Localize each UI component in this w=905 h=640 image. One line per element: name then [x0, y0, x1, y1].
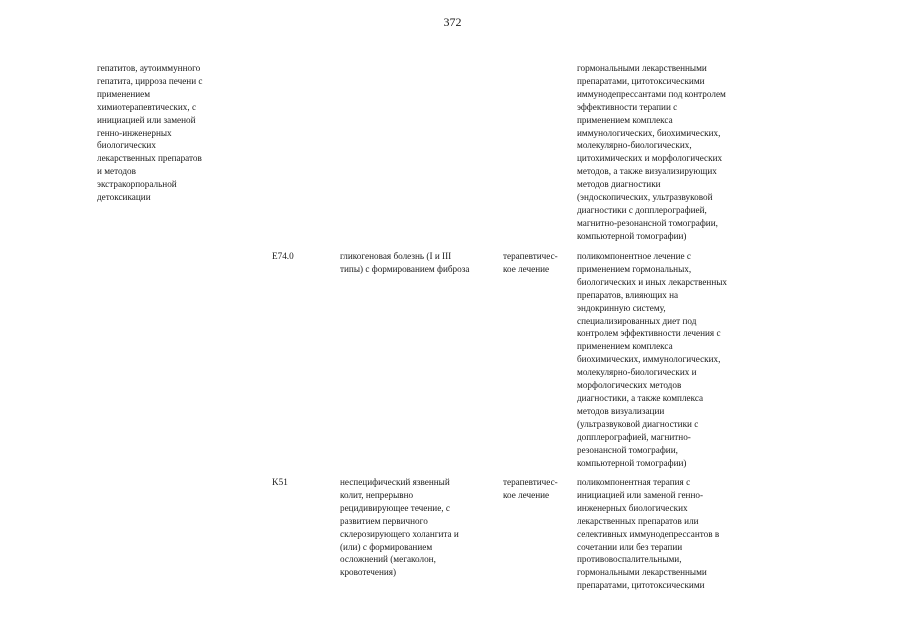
row-2-diagnosis: неспецифический язвенный колит, непрерывно рецидивирующее течение, с развитием первичного склерозирующего холангита и (или) с формированием осложнений (мегаколон, кровотечения): [340, 477, 459, 578]
row-1-method: поликомпонентное лечение с применением гормональных, биологических и иных лекарственных препаратов, влияющих на эндокринную систему, специализированных диет под контролем эффективности лечения с применением комплекса биохимических, иммунологических, молекулярно-биологических и морфологических методов диагностики, а также комплекса методов визуализации (ультразвуковой диагностики с допплерографией, магнитно- резонансной томографии, компьютерной томографии): [577, 251, 728, 468]
row-2-code: K51: [272, 477, 288, 487]
row-2-method: поликомпонентная терапия с инициацией или заменой генно- инженерных биологических лекарственных препаратов или селективных иммунодепрессантов в сочетании или без терапии противовоспалительными, гормональными лекарственными препаратами, цитотоксическими: [577, 477, 720, 591]
row-0-method-continuation: гормональными лекарственными препаратами, цитотоксическими иммунодепрессантами под контролем эффективности терапии с применением комплекса иммунологических, биохимических, молекулярно-биологических, цитохимических и морфологических методов, а также визуализирующих методов диагностики (эндоскопических, ультразвуковой диагностики с допплерографией, магнитно-резонансной томографии, компьютерной томографии): [577, 63, 726, 241]
row-1-treatment-type: терапевтичес- кое лечение: [503, 251, 558, 274]
page-number: 372: [443, 15, 462, 29]
row-2-treatment-type: терапевтичес- кое лечение: [503, 477, 558, 500]
row-1-code: E74.0: [272, 251, 294, 261]
row-1-diagnosis: гликогеновая болезнь (I и III типы) с формированием фиброза: [340, 251, 470, 274]
row-0-diagnosis-continuation: гепатитов, аутоиммунного гепатита, цирроза печени с применением химиотерапевтических, с инициацией или заменой генно-инженерных биологических лекарственных препаратов и методов экстракорпоральной детоксикации: [97, 63, 203, 203]
